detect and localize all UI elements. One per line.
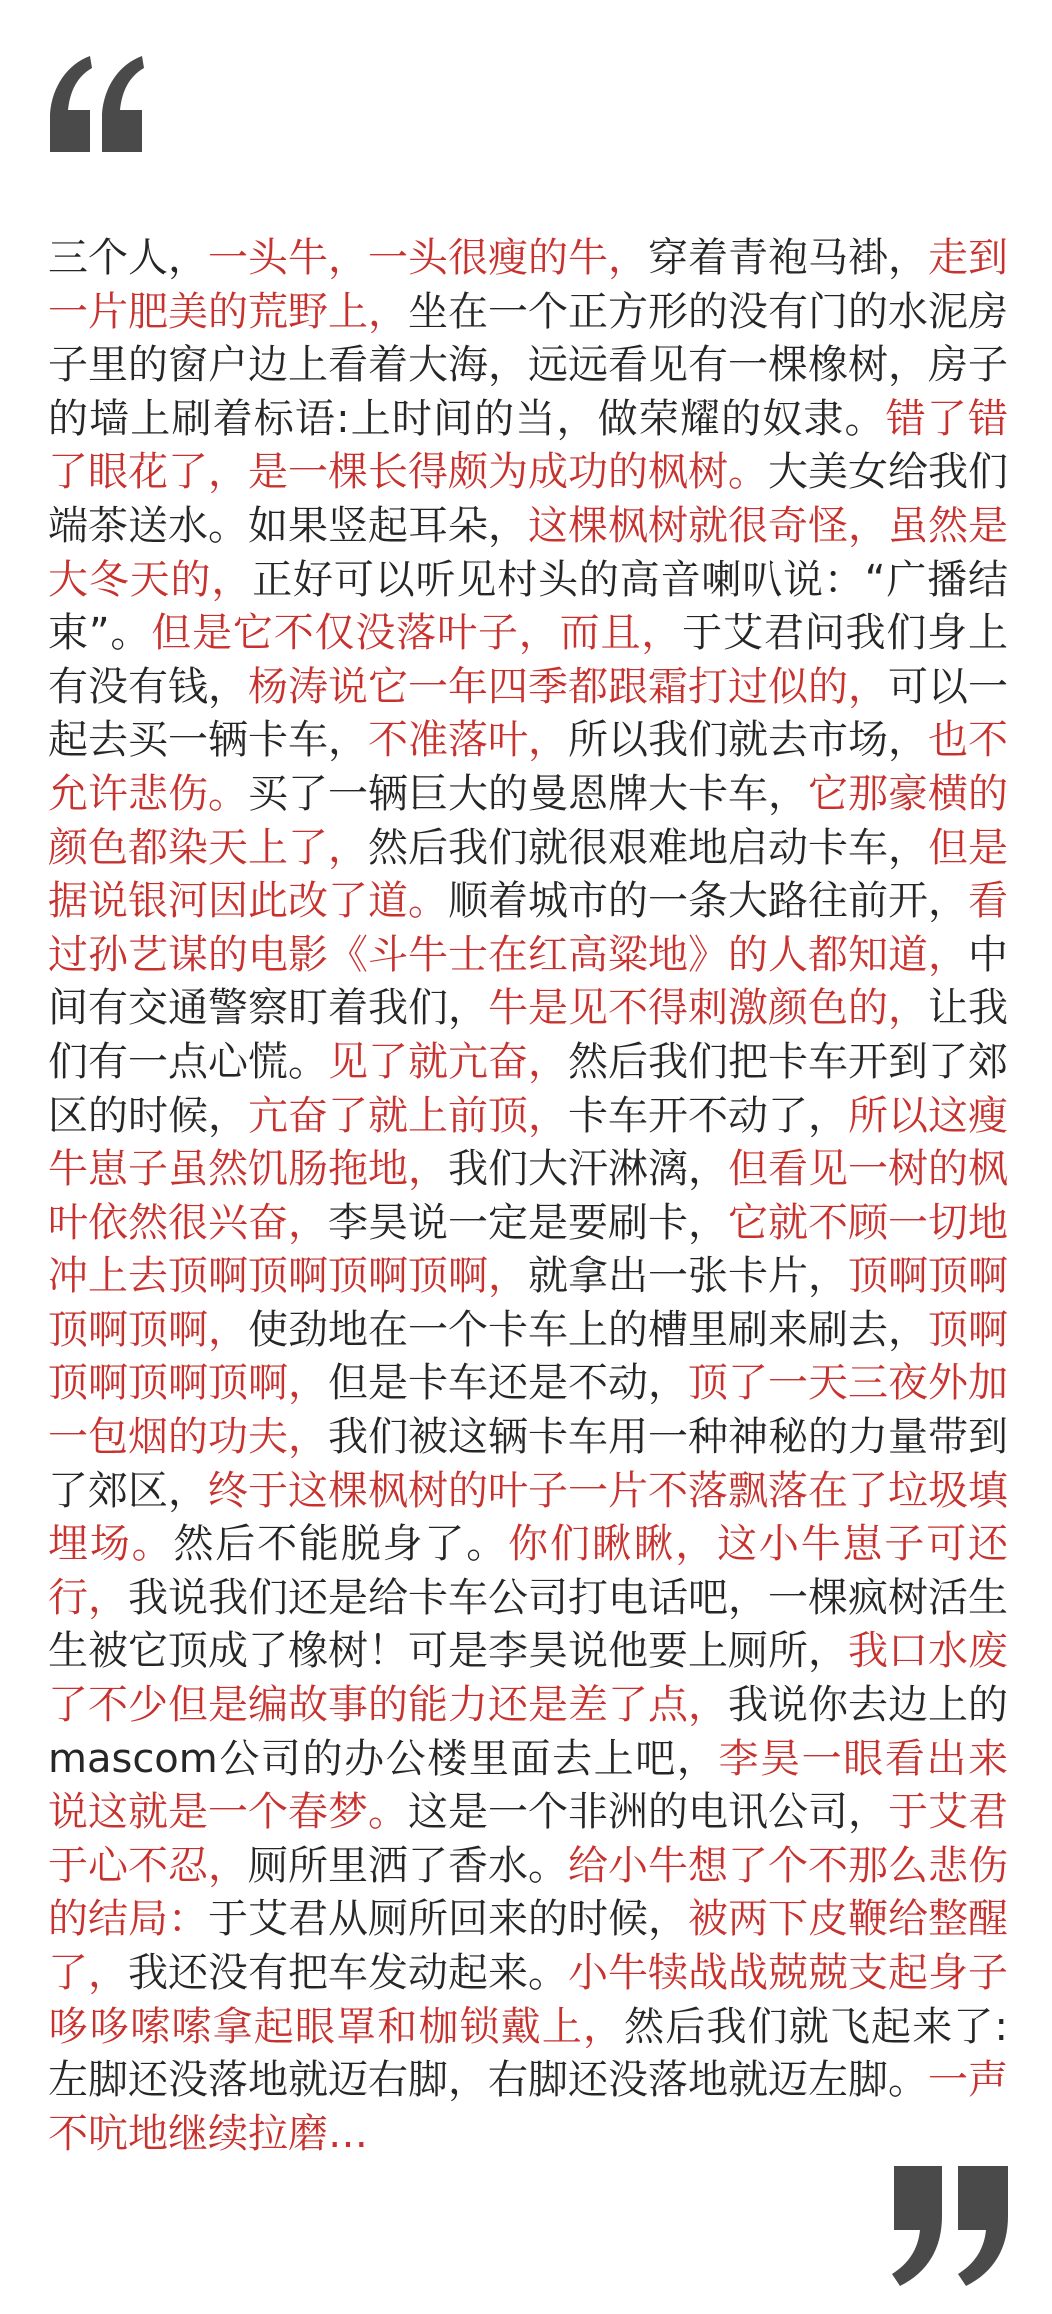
highlighted-text-segment: 错了错了眼花了，是一棵长得颇为成功的枫树。 <box>48 395 1008 496</box>
highlighted-text-segment: 顶啊顶啊顶啊顶啊， <box>48 1306 1008 1407</box>
text-segment: 使劲地在一个卡车上的槽里刷来刷去， <box>248 1306 928 1353</box>
highlighted-text-segment: 小牛犊战战兢兢支起身子哆哆嗦嗦拿起眼罩和枷锁戴上， <box>48 1950 1008 2050</box>
text-segment: 然后我们就飞起来了:左脚还没落地就迈右脚，右脚还没落地就迈左脚。 <box>48 2003 1008 2104</box>
highlighted-text-segment: 它就不顾一切地冲上去顶啊顶啊顶啊顶啊， <box>48 1199 1008 1300</box>
text-segment: 可以一起去买一辆卡车， <box>48 663 1008 764</box>
highlighted-text-segment: 杨涛说它一年四季都跟霜打过似的， <box>248 663 888 710</box>
open-quote-right-mark <box>102 56 144 152</box>
story-paragraph <box>48 232 1008 2161</box>
text-segment: 这是一个非洲的电讯公司， <box>408 1789 888 1836</box>
highlighted-text-segment: 但是它不仅没落叶子，而且， <box>151 610 683 657</box>
highlighted-text-segment: 这棵枫树就很奇怪，虽然是大冬天的， <box>48 502 1008 603</box>
text-segment: 我说我们还是给卡车公司打电话吧，一棵疯树活生生被它顶成了橡树！可是李昊说他要上厕所， <box>48 1574 1008 1675</box>
text-segment: 穿着青袍马褂， <box>648 235 928 281</box>
highlighted-text-segment: 但是据说银河因此改了道。 <box>48 824 1008 925</box>
text-segment: 顺着城市的一条大路往前开， <box>448 878 968 925</box>
highlighted-text-segment: 被两下皮鞭给整醒了， <box>48 1896 1008 1996</box>
highlighted-text-segment: 看过孙艺谋的电影《斗牛士在红高粱地》的人都知道， <box>48 878 1008 978</box>
highlighted-text-segment: 顶了一天三夜外加一包烟的功夫， <box>48 1360 1008 1461</box>
text-segment: 然后我们把卡车开到了郊区的时候， <box>48 1038 1008 1139</box>
highlighted-text-segment: 所以这瘦牛崽子虽然饥肠拖地， <box>48 1092 1008 1193</box>
text-segment: 于艾君从厕所回来的时候， <box>208 1896 688 1943</box>
highlighted-text-segment: 走到一片肥美的荒野上， <box>48 235 1008 335</box>
text-segment: 我还没有把车发动起来。 <box>128 1950 568 1996</box>
highlighted-text-segment: 不准落叶， <box>368 717 568 764</box>
text-segment: 我说你去边上的mascom公司的办公楼里面去上吧， <box>48 1682 1008 1782</box>
highlighted-text-segment: 于艾君于心不忍， <box>48 1789 1008 1889</box>
close-quote-left-mark <box>892 2166 942 2286</box>
text-segment: 卡车开不动了， <box>568 1092 848 1139</box>
open-quote-left-mark <box>50 56 92 152</box>
highlighted-text-segment: 你们瞅瞅，这小牛崽子可还行， <box>48 1521 1009 1621</box>
text-segment: 大美女给我们端茶送水。如果竖起耳朵， <box>48 449 1008 549</box>
text-segment: 厕所里洒了香水。 <box>248 1842 568 1889</box>
highlighted-text-segment: 李昊一眼看出来说这就是一个春梦。 <box>48 1735 1009 1836</box>
text-segment: 中间有交通警察盯着我们， <box>48 931 1008 1032</box>
close-quote-icon <box>890 2164 1012 2288</box>
text-segment: 正好可以听见村头的高音喇叭说：“广播结束”。 <box>48 556 1009 657</box>
highlighted-text-segment: 亢奋了就上前顶， <box>248 1092 568 1139</box>
text-segment: 于艾君问我们身上有没有钱， <box>48 610 1009 710</box>
text-segment: 让我们有一点心慌。 <box>48 985 1008 1085</box>
highlighted-text-segment: 见了就亢奋， <box>328 1038 568 1085</box>
text-segment: 但是卡车还是不动， <box>328 1360 688 1407</box>
highlighted-text-segment: 给小牛想了个不那么悲伤的结局： <box>48 1842 1008 1943</box>
highlighted-text-segment: 但看见一树的枫叶依然很兴奋， <box>48 1146 1008 1246</box>
highlighted-text-segment: 终于这棵枫树的叶子一片不落飘落在了垃圾填埋场。 <box>48 1467 1008 1568</box>
highlighted-text-segment: 顶啊顶啊顶啊顶啊， <box>48 1253 1008 1353</box>
text-segment: 就拿出一张卡片， <box>528 1253 848 1300</box>
highlighted-text-segment: 一头牛，一头很瘦的牛， <box>208 235 648 281</box>
text-segment: 所以我们就去市场， <box>568 717 928 764</box>
highlighted-text-segment: 我口水废了不少但是编故事的能力还是差了点， <box>48 1628 1008 1729</box>
highlighted-text-segment: 一声不吭地继续拉磨… <box>48 2057 1008 2157</box>
close-quote-right-mark <box>958 2166 1008 2286</box>
text-segment: 买了一辆巨大的曼恩牌大卡车， <box>248 770 808 817</box>
highlighted-text-segment: 也不允许悲伤。 <box>48 717 1008 817</box>
text-segment: 然后不能脱身了。 <box>173 1521 509 1568</box>
highlighted-text-segment: 它那豪横的颜色都染天上了， <box>48 770 1008 871</box>
text-segment: 然后我们就很艰难地启动卡车， <box>368 824 928 871</box>
text-segment: 我们被这辆卡车用一种神秘的力量带到了郊区， <box>48 1414 1008 1514</box>
text-segment: 坐在一个正方形的没有门的水泥房子里的窗户边上看着大海，远远看见有一棵橡树，房子的墙上刷着标语:上时间的当，做荣耀的奴隶。 <box>48 288 1008 442</box>
text-segment: 三个人， <box>48 235 208 281</box>
text-segment: 我们大汗淋漓， <box>448 1146 728 1193</box>
text-segment: 李昊说一定是要刷卡， <box>328 1199 728 1246</box>
open-quote-icon <box>46 52 146 156</box>
highlighted-text-segment: 牛是见不得刺激颜色的， <box>488 985 928 1032</box>
